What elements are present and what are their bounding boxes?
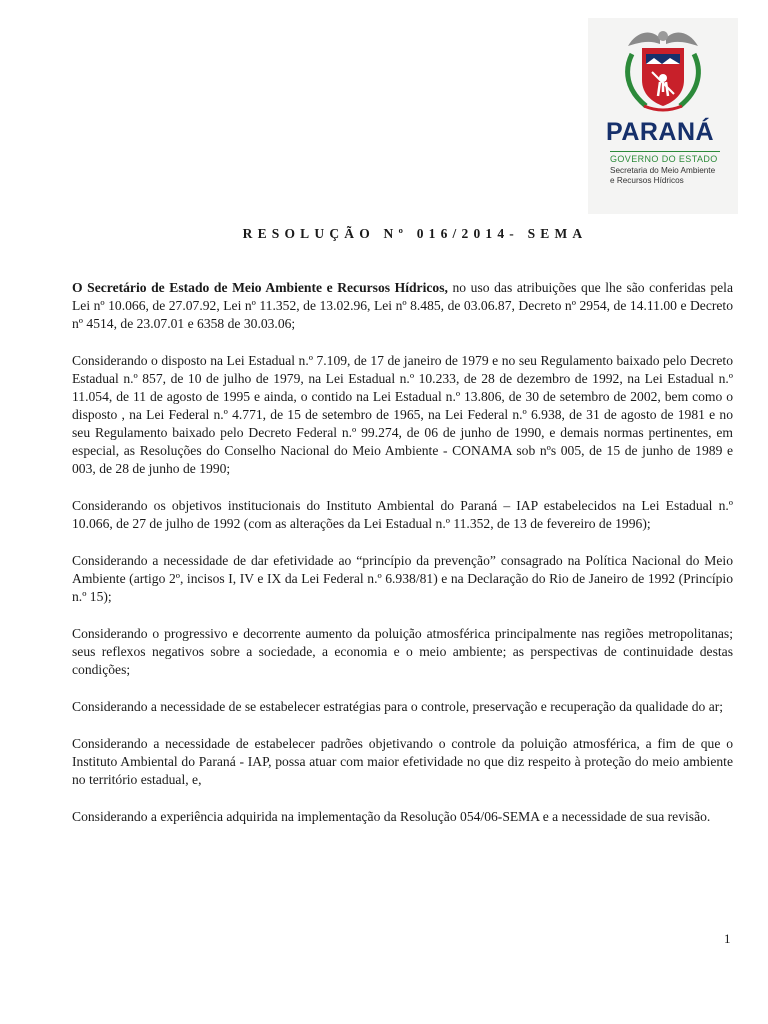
- coat-of-arms-icon: [588, 18, 738, 118]
- paragraph-text: no uso das atribuições que lhe são conferidas pela Lei nº 10.066, de 27.07.92, Lei nº 11.352, de 13.02.96, Lei nº 8.485, de 03.06.87, Decreto nº 2954, de 14.11.00 e Decreto nº 4514, de 23.07.01 e 6358 de 30.03.06;: [72, 280, 733, 331]
- logo-secretariat: [610, 166, 722, 186]
- logo-government: GOVERNO DO ESTADO: [610, 151, 720, 164]
- paragraph-text: Considerando a necessidade de se estabelecer estratégias para o controle, preservação e recuperação da qualidade do ar;: [72, 699, 724, 714]
- state-logo: [588, 18, 738, 214]
- paragraph: [72, 352, 733, 478]
- paragraph: [72, 497, 733, 533]
- paragraph-text: Considerando o disposto na Lei Estadual n.º 7.109, de 17 de janeiro de 1979 e no seu Regulamento baixado pelo Decreto Estadual n.º 857, de 10 de julho de 1979, na Lei Estadual n.º 10.233, de 28 de dezembro de 1992, na Lei Estadual n.º 11.054, de 11 de agosto de 1995 e ainda, o contido na Lei Estadual n.º 13.806, de 30 de setembro de 2002, bem como o disposto , na Lei Federal n.º 4.771, de 15 de setembro de 1965, na Lei Federal n.º 6.938, de 31 de agosto de 1981 e no seu Regulamento baixado pelo Decreto Federal n.º 99.274, de 06 de junho de 1990, e demais normas pertinentes, em especial, as Resoluções do Conselho Nacional do Meio Ambiente - CONAMA sob nºs 005, de 15 de junho de 1989 e 003, de 28 de junho de 1990;: [72, 353, 733, 476]
- logo-state-name: PARANÁ: [606, 118, 715, 146]
- logo-secretariat-line2: e Recursos Hídricos: [610, 176, 684, 185]
- paragraph: [72, 625, 733, 679]
- paragraph-text: Considerando a necessidade de dar efetividade ao “princípio da prevenção” consagrado na Política Nacional do Meio Ambiente (artigo 2º, incisos I, IV e IX da Lei Federal n.º 6.938/81) e na Declaração do Rio de Janeiro de 1992 (Princípio n.º 15);: [72, 553, 733, 604]
- paragraph: [72, 552, 733, 606]
- paragraph-text: Considerando a necessidade de estabelecer padrões objetivando o controle da poluição atmosférica, a fim de que o Instituto Ambiental do Paraná - IAP, possa atuar com maior efetividade no que diz respeito à proteção do meio ambiente no território estadual, e,: [72, 736, 733, 787]
- logo-secretariat-line1: Secretaria do Meio Ambiente: [610, 166, 716, 175]
- paragraph: [72, 698, 733, 716]
- page-number: 1: [724, 931, 731, 946]
- paragraph-bold-lead: O Secretário de Estado de Meio Ambiente e Recursos Hídricos,: [72, 280, 448, 295]
- paragraph: [72, 279, 733, 333]
- paragraph: [72, 735, 733, 789]
- document-body: [72, 279, 733, 845]
- paragraph: [72, 808, 733, 826]
- paragraph-text: Considerando a experiência adquirida na implementação da Resolução 054/06-SEMA e a necessidade de sua revisão.: [72, 809, 711, 824]
- paragraph-text: Considerando os objetivos institucionais do Instituto Ambiental do Paraná – IAP estabelecidos na Lei Estadual n.º 10.066, de 27 de julho de 1992 (com as alterações da Lei Estadual n.º 11.352, de 13 de fevereiro de 1996);: [72, 498, 733, 531]
- document-title: RESOLUÇÃO Nº 016/2014- SEMA: [242, 226, 588, 241]
- paragraph-text: Considerando o progressivo e decorrente aumento da poluição atmosférica principalmente nas regiões metropolitanas; seus reflexos negativos sobre a sociedade, a economia e o meio ambiente; as perspectivas de continuidade destas condições;: [72, 626, 733, 677]
